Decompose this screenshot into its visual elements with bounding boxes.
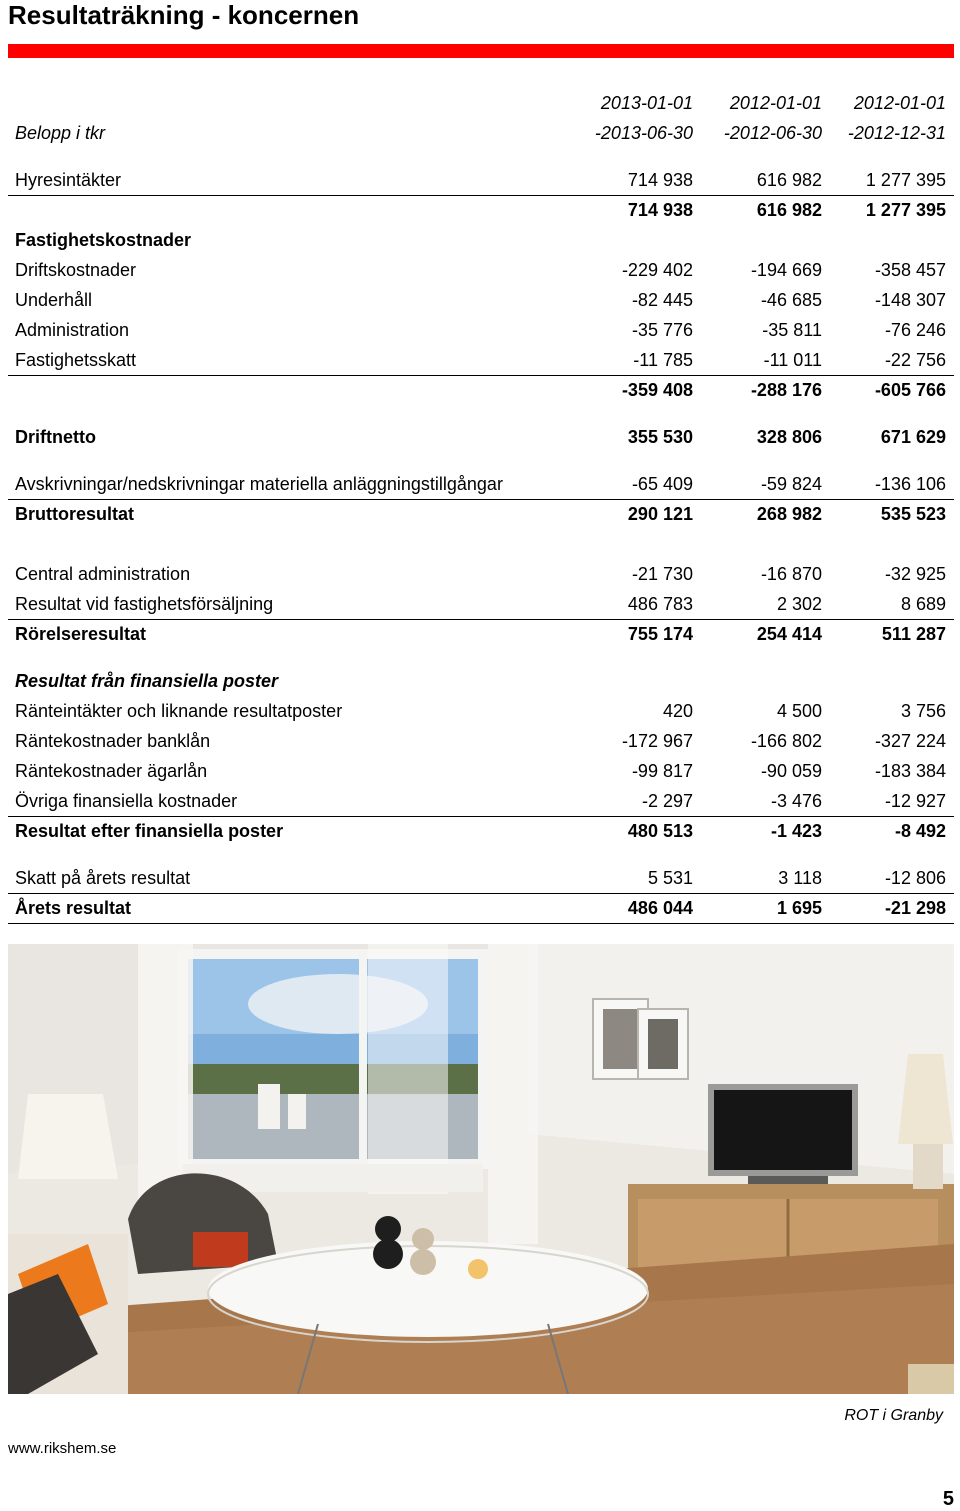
table-row [8,499,954,529]
row-value: 714 938 [627,200,693,220]
row-value: -166 802 [750,731,822,751]
row-value: 268 982 [756,504,822,524]
table-row [8,255,954,285]
row-value: 755 174 [627,624,693,644]
row-value: 1 695 [776,898,822,918]
row-value: -82 445 [631,290,693,310]
row-label: Räntekostnader banklån [15,731,211,751]
table-row [8,165,954,196]
row-value: 535 523 [880,504,946,524]
row-label: Underhåll [15,290,93,310]
footer-url[interactable]: www.rikshem.se [8,1440,117,1457]
row-label: Hyresintäkter [15,170,122,190]
row-value: 511 287 [881,624,946,644]
table-row [8,589,954,620]
row-value: 1 277 395 [865,170,946,190]
row-value: 3 118 [778,868,822,888]
table-row [8,315,954,345]
row-value: -46 685 [760,290,822,310]
col-to-2: -2012-06-30 [723,123,822,143]
table-row [8,816,954,846]
living-room-photo [8,944,954,1394]
page-number: 5 [942,1488,954,1510]
row-value: 486 783 [627,594,693,614]
row-value: 254 414 [756,624,822,644]
table-row [8,285,954,315]
table-row [8,469,954,500]
row-label: Administration [15,320,130,340]
row-value: -229 402 [621,260,693,280]
row-value: -59 824 [760,474,822,494]
row-value: -359 408 [621,380,693,400]
row-label: Fastighetskostnader [15,230,192,250]
table-row [8,863,954,894]
row-value: 3 756 [900,701,946,721]
row-value: -22 756 [884,350,946,370]
col-from-2: 2012-01-01 [729,93,822,113]
table-row [8,559,954,589]
row-value: -1 423 [770,821,822,841]
table-row [8,893,954,924]
row-value: -21 730 [631,564,693,584]
table-row [8,225,954,255]
row-value: -327 224 [874,731,946,751]
row-label: Skatt på årets resultat [15,868,191,888]
table-row [8,619,954,649]
row-value: -3 476 [770,791,822,811]
table-row [8,375,954,405]
title-divider [8,44,954,58]
row-value: -358 457 [874,260,946,280]
row-value: -35 776 [631,320,693,340]
row-label: Driftnetto [15,427,96,447]
table-row [8,345,954,376]
row-value: -183 384 [874,761,946,781]
row-value: -90 059 [760,761,822,781]
row-value: -32 925 [884,564,946,584]
row-value: 8 689 [900,594,946,614]
amount-unit-label: Belopp i tkr [15,123,106,143]
row-value: -194 669 [750,260,822,280]
col-from-1: 2013-01-01 [600,93,693,113]
row-label: Avskrivningar/nedskrivningar materiella anläggningstillgångar [15,474,503,494]
row-value: 4 500 [776,701,822,721]
row-label: Årets resultat [15,898,132,918]
row-value: -12 927 [884,791,946,811]
row-value: -288 176 [750,380,822,400]
row-value: 616 982 [756,170,822,190]
row-value: -11 785 [633,350,693,370]
row-value: 714 938 [627,170,693,190]
table-row [8,666,954,696]
row-value: -99 817 [631,761,693,781]
row-label: Ränteintäkter och liknande resultatposter [15,701,343,721]
row-label: Övriga finansiella kostnader [15,791,238,811]
row-value: 486 044 [627,898,693,918]
row-value: -136 106 [874,474,946,494]
row-value: -21 298 [884,898,946,918]
row-label: Fastighetsskatt [15,350,137,370]
table-row [8,726,954,756]
table-header-from [8,88,954,118]
row-value: -8 492 [894,821,946,841]
row-value: 2 302 [776,594,822,614]
row-value: 290 121 [627,504,693,524]
row-label: Resultat från finansiella poster [15,671,279,691]
table-row [8,422,954,452]
row-value: 355 530 [627,427,693,447]
table-row [8,756,954,786]
row-value: 616 982 [756,200,822,220]
row-value: -76 246 [884,320,946,340]
row-label: Bruttoresultat [15,504,135,524]
col-to-3: -2012-12-31 [847,123,946,143]
row-label: Driftskostnader [15,260,137,280]
row-label: Rörelseresultat [15,624,147,644]
col-from-3: 2012-01-01 [853,93,946,113]
row-value: -35 811 [762,320,822,340]
row-value: -16 870 [760,564,822,584]
table-header-to [8,118,954,148]
row-value: 1 277 395 [865,200,946,220]
row-label: Resultat efter finansiella poster [15,821,284,841]
row-label: Central administration [15,564,191,584]
table-row [8,696,954,726]
row-value: 480 513 [627,821,693,841]
row-value: 671 629 [880,427,946,447]
table-row [8,786,954,817]
row-value: 328 806 [756,427,822,447]
row-value: 420 [662,701,693,721]
row-value: -2 297 [641,791,693,811]
page-title: Resultaträkning - koncernen [8,0,360,30]
row-value: -172 967 [621,731,693,751]
row-label: Räntekostnader ägarlån [15,761,208,781]
photo-caption: ROT i Granby [844,1407,943,1424]
row-value: 5 531 [647,868,693,888]
row-value: -605 766 [874,380,946,400]
row-value: -11 011 [763,350,822,370]
row-value: -65 409 [631,474,693,494]
row-label: Resultat vid fastighetsförsäljning [15,594,274,614]
row-value: -148 307 [874,290,946,310]
row-value: -12 806 [884,868,946,888]
col-to-1: -2013-06-30 [594,123,693,143]
table-row [8,195,954,225]
